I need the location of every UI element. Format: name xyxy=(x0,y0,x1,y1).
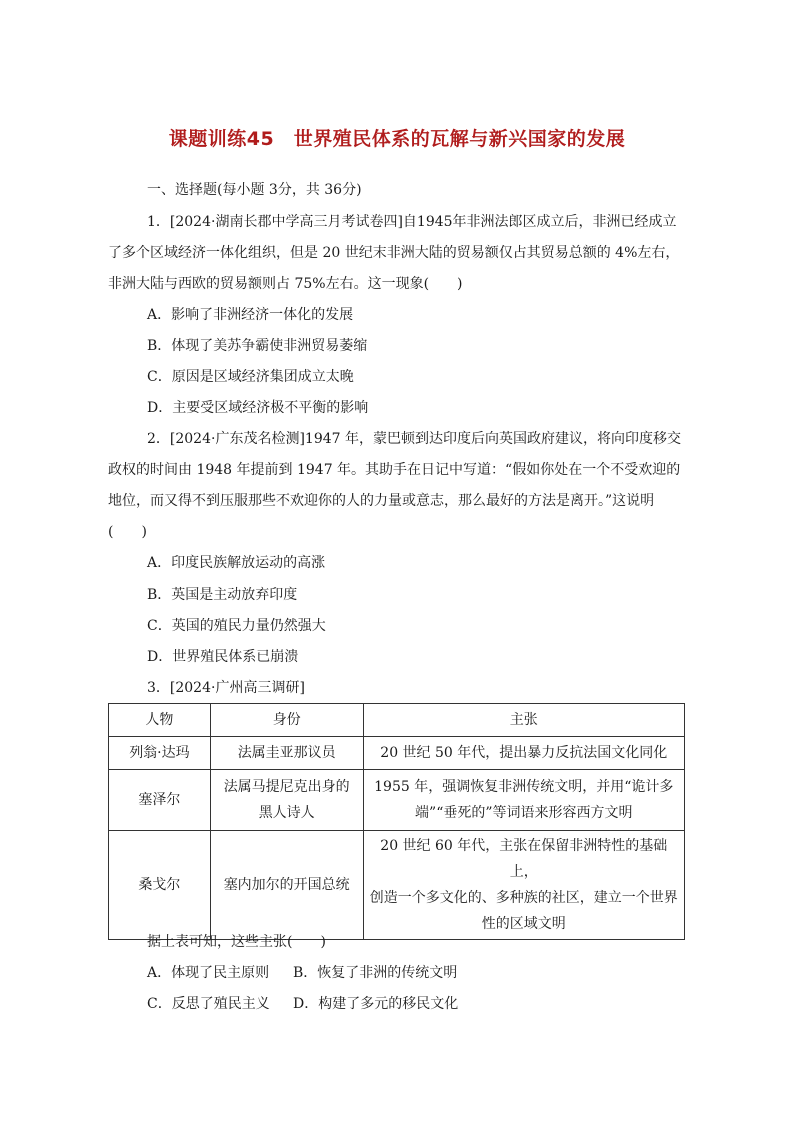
table-row xyxy=(109,737,685,770)
question-1-stem-line-3: 非洲大陆与西欧的贸易额则占 75%左右。这一现象( ) xyxy=(108,276,463,292)
question-2-stem-line-4: ( ) xyxy=(108,524,147,540)
cell-line: 20 世纪 60 年代，主张在保留非洲特性的基础上， xyxy=(380,838,668,880)
table-cell-identity xyxy=(210,770,363,831)
question-3-option-a: A．体现了民主原则 xyxy=(147,965,270,981)
table-row xyxy=(109,831,685,940)
cell-line: 黑人诗人 xyxy=(258,805,315,821)
table-header-cell: 身份 xyxy=(210,704,363,737)
table-cell-claim xyxy=(363,831,684,940)
table-cell-name: 列翁·达玛 xyxy=(109,737,211,770)
question-1-option-d: D．主要受区域经济极不平衡的影响 xyxy=(147,400,369,416)
question-3-option-b: B．恢复了非洲的传统文明 xyxy=(293,965,458,981)
question-1-option-c: C．原因是区域经济集团成立太晚 xyxy=(147,369,354,385)
question-1-option-b: B．体现了美苏争霸使非洲贸易萎缩 xyxy=(147,338,368,354)
table-cell-claim xyxy=(363,770,684,831)
question-1-stem-line-1: 1．[2024·湖南长郡中学高三月考试卷四]自1945年非洲法郎区成立后，非洲已经成立 xyxy=(147,214,677,230)
question-3-option-d: D．构建了多元的移民文化 xyxy=(293,996,459,1012)
question-2-option-b: B．英国是主动放弃印度 xyxy=(147,587,298,603)
question-2-option-d: D．世界殖民体系已崩溃 xyxy=(147,649,299,665)
page-title: 课题训练45 世界殖民体系的瓦解与新兴国家的发展 xyxy=(168,128,626,150)
question-2-stem-line-1: 2．[2024·广东茂名检测]1947 年，蒙巴顿到达印度后向英国政府建议，将向印度移交 xyxy=(147,431,681,447)
table-header-cell: 主张 xyxy=(363,704,684,737)
cell-line: 创造一个多文化的、多种族的社区，建立一个世界 xyxy=(369,890,678,906)
table-cell-name: 塞泽尔 xyxy=(109,770,211,831)
section-heading: 一、选择题(每小题 3分，共 36分) xyxy=(147,182,362,198)
cell-line: 法属马提尼克出身的 xyxy=(223,779,350,795)
question-3-table xyxy=(108,703,685,940)
table-cell-identity xyxy=(210,831,363,940)
cell-line: 塞内加尔的开国总统 xyxy=(223,877,350,893)
question-2-stem-line-3: 地位，而又得不到压服那些不欢迎你的人的力量或意志，那么最好的方法是离开。”这说明 xyxy=(108,493,655,509)
table-cell-claim xyxy=(363,737,684,770)
table-header-cell: 人物 xyxy=(109,704,211,737)
question-1-stem-line-2: 了多个区域经济一体化组织，但是 20 世纪末非洲大陆的贸易额仅占其贸易总额的 4%左右， xyxy=(108,245,680,261)
question-2-option-c: C．英国的殖民力量仍然强大 xyxy=(147,618,326,634)
cell-line: 端”“垂死的”等词语来形容西方文明 xyxy=(415,805,633,821)
question-1-option-a: A．影响了非洲经济一体化的发展 xyxy=(147,307,354,323)
cell-line: 法属圭亚那议员 xyxy=(237,745,336,761)
question-2-option-a: A．印度民族解放运动的高涨 xyxy=(147,555,326,571)
table-cell-identity xyxy=(210,737,363,770)
cell-line: 20 世纪 50 年代，提出暴力反抗法国文化同化 xyxy=(380,745,668,761)
question-3-stem: 3．[2024·广州高三调研] xyxy=(147,680,305,696)
question-3-question: 据上表可知，这些主张( ) xyxy=(147,934,326,950)
cell-line: 1955 年，强调恢复非洲传统文明，并用“诡计多 xyxy=(374,779,674,795)
table-header-row xyxy=(109,704,685,737)
question-2-stem-line-2: 政权的时间由 1948 年提前到 1947 年。其助手在日记中写道：“假如你处在一个不受欢迎的 xyxy=(108,462,681,478)
cell-line: 性的区域文明 xyxy=(481,916,566,932)
question-3-option-c: C．反思了殖民主义 xyxy=(147,996,270,1012)
table-cell-name: 桑戈尔 xyxy=(109,831,211,940)
table-row xyxy=(109,770,685,831)
